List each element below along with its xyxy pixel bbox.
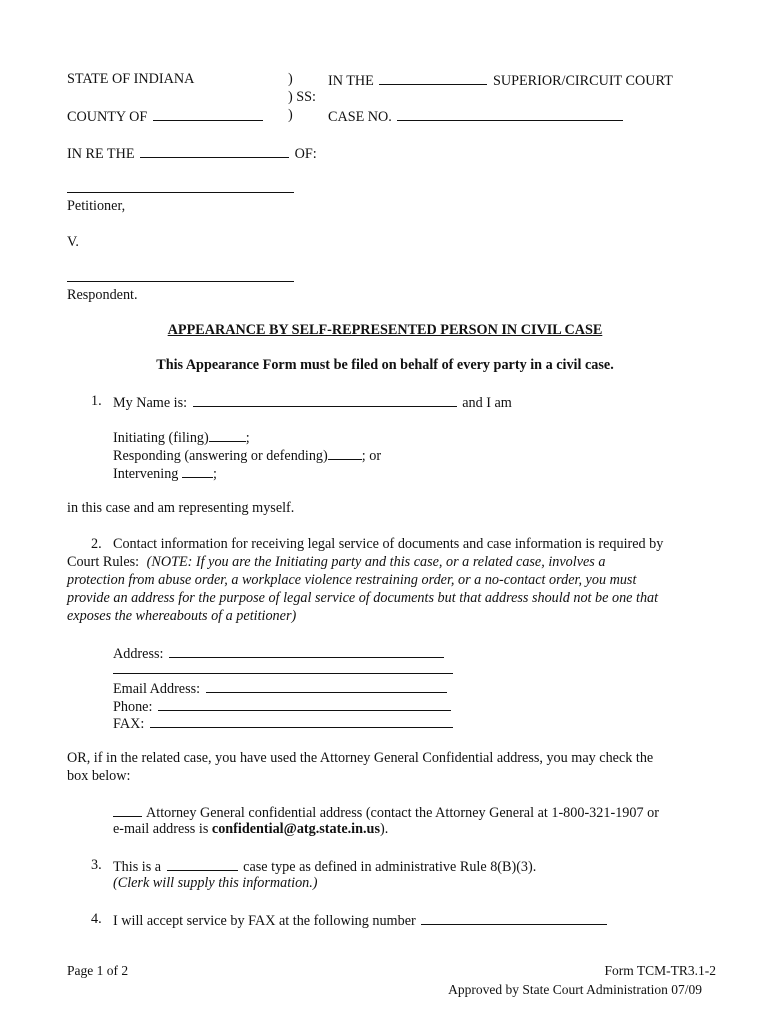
page-number: Page 1 of 2 bbox=[67, 963, 129, 978]
case-type-text: case type as defined in administrative Rule 8(B)(3). bbox=[243, 859, 537, 875]
responding-checkbox[interactable] bbox=[328, 447, 362, 460]
initiating-end: ; bbox=[245, 430, 250, 446]
item-2-note-line-2: protection from abuse order, a workplace violence restraining order, or a no-contact order, you must bbox=[67, 572, 637, 588]
item-4-number: 4. bbox=[91, 911, 102, 927]
email-field[interactable] bbox=[206, 680, 447, 693]
ss-label: ) SS: bbox=[288, 89, 316, 105]
ag-email-address: confidential@atg.state.in.us bbox=[211, 821, 380, 837]
item-2-lead: Contact information for receiving legal service of documents and case information is required by bbox=[113, 536, 664, 552]
address-field[interactable] bbox=[169, 645, 444, 658]
ag-confidential-checkbox[interactable] bbox=[113, 804, 142, 817]
case-number-field[interactable] bbox=[397, 108, 623, 121]
item-2-note-line-4: exposes the whereabouts of a petitioner) bbox=[67, 608, 297, 624]
county-of-label: COUNTY OF bbox=[67, 109, 148, 125]
my-name-field[interactable] bbox=[193, 394, 457, 407]
my-name-label: My Name is: bbox=[113, 395, 188, 411]
phone-field[interactable] bbox=[158, 698, 451, 711]
phone-label: Phone: bbox=[113, 699, 153, 715]
clerk-note: (Clerk will supply this information.) bbox=[113, 875, 318, 891]
of-label: OF: bbox=[294, 146, 317, 162]
intervening-label: Intervening bbox=[113, 466, 179, 482]
court-name-field[interactable] bbox=[379, 72, 487, 85]
initiating-label: Initiating (filing) bbox=[113, 430, 209, 446]
responding-end: ; or bbox=[361, 448, 382, 464]
form-number: Form TCM-TR3.1-2 bbox=[604, 963, 716, 978]
court-line bbox=[328, 72, 673, 88]
state-label: STATE OF INDIANA bbox=[67, 71, 195, 87]
versus-label: V. bbox=[67, 234, 79, 250]
case-no-line bbox=[328, 108, 625, 124]
initiating-checkbox[interactable] bbox=[209, 429, 246, 442]
ag-email-lead: e-mail address is bbox=[113, 821, 209, 837]
case-type-field[interactable] bbox=[167, 858, 238, 871]
form-title: APPEARANCE BY SELF-REPRESENTED PERSON IN CIVIL CASE bbox=[167, 322, 603, 338]
in-re-the-label: IN RE THE bbox=[67, 146, 135, 162]
in-re-line bbox=[67, 145, 317, 161]
this-is-a-label: This is a bbox=[113, 859, 162, 875]
ag-confidential-label: Attorney General confidential address (contact the Attorney General at 1-800-321-1907 or bbox=[146, 805, 659, 821]
in-the-label: IN THE bbox=[328, 73, 374, 89]
fax-service-label: I will accept service by FAX at the following number bbox=[113, 913, 416, 929]
fax-service-field[interactable] bbox=[421, 912, 607, 925]
intervening-line bbox=[113, 465, 217, 481]
county-line bbox=[67, 108, 265, 124]
in-re-field[interactable] bbox=[140, 145, 289, 158]
case-type-line bbox=[113, 858, 536, 874]
item-1-closing: in this case and am representing myself. bbox=[67, 500, 295, 516]
ag-email-end: ). bbox=[379, 821, 389, 837]
fax-service-line bbox=[113, 912, 609, 928]
intervening-checkbox[interactable] bbox=[182, 465, 213, 478]
responding-line bbox=[113, 447, 381, 463]
ag-email-line bbox=[113, 822, 388, 836]
responding-label: Responding (answering or defending) bbox=[113, 448, 328, 464]
email-line bbox=[113, 680, 449, 696]
court-rules-label: Court Rules: bbox=[67, 554, 140, 570]
item-3-number: 3. bbox=[91, 857, 102, 873]
caption-paren: ) bbox=[288, 107, 293, 123]
phone-line bbox=[113, 698, 453, 714]
item-2-note-line-3: provide an address for the purpose of legal service of documents but that address should not be one that bbox=[67, 590, 659, 606]
or-line-2: box below: bbox=[67, 768, 131, 784]
caption-paren: ) bbox=[288, 71, 293, 87]
initiating-line bbox=[113, 429, 250, 445]
note-text: (NOTE: If you are the Initiating party and this case, or a related case, involves a bbox=[146, 554, 606, 570]
court-type-label: SUPERIOR/CIRCUIT COURT bbox=[492, 73, 673, 89]
approval-note: Approved by State Court Administration 07/09 bbox=[448, 982, 702, 997]
county-field[interactable] bbox=[153, 108, 263, 121]
address-field-line-2[interactable] bbox=[113, 673, 453, 674]
item-2-number: 2. bbox=[91, 536, 102, 552]
item-2-note-line-1 bbox=[67, 555, 605, 569]
and-i-am-label: and I am bbox=[462, 395, 512, 411]
or-line-1: OR, if in the related case, you have used the Attorney General Confidential address, you may check the bbox=[67, 750, 654, 766]
respondent-label: Respondent. bbox=[67, 287, 138, 303]
respondent-name-field[interactable] bbox=[67, 281, 294, 282]
petitioner-label: Petitioner, bbox=[67, 198, 126, 214]
fax-field[interactable] bbox=[150, 715, 453, 728]
my-name-line bbox=[113, 394, 512, 410]
petitioner-name-field[interactable] bbox=[67, 192, 294, 193]
intervening-end: ; bbox=[212, 466, 217, 482]
ag-line bbox=[113, 804, 659, 820]
address-label: Address: bbox=[113, 646, 164, 662]
item-1-number: 1. bbox=[91, 393, 102, 409]
case-no-label: CASE NO. bbox=[328, 109, 392, 125]
email-label: Email Address: bbox=[113, 681, 201, 697]
fax-line bbox=[113, 715, 455, 731]
fax-label: FAX: bbox=[113, 716, 145, 732]
address-line bbox=[113, 645, 446, 661]
form-subtitle: This Appearance Form must be filed on behalf of every party in a civil case. bbox=[156, 357, 614, 373]
